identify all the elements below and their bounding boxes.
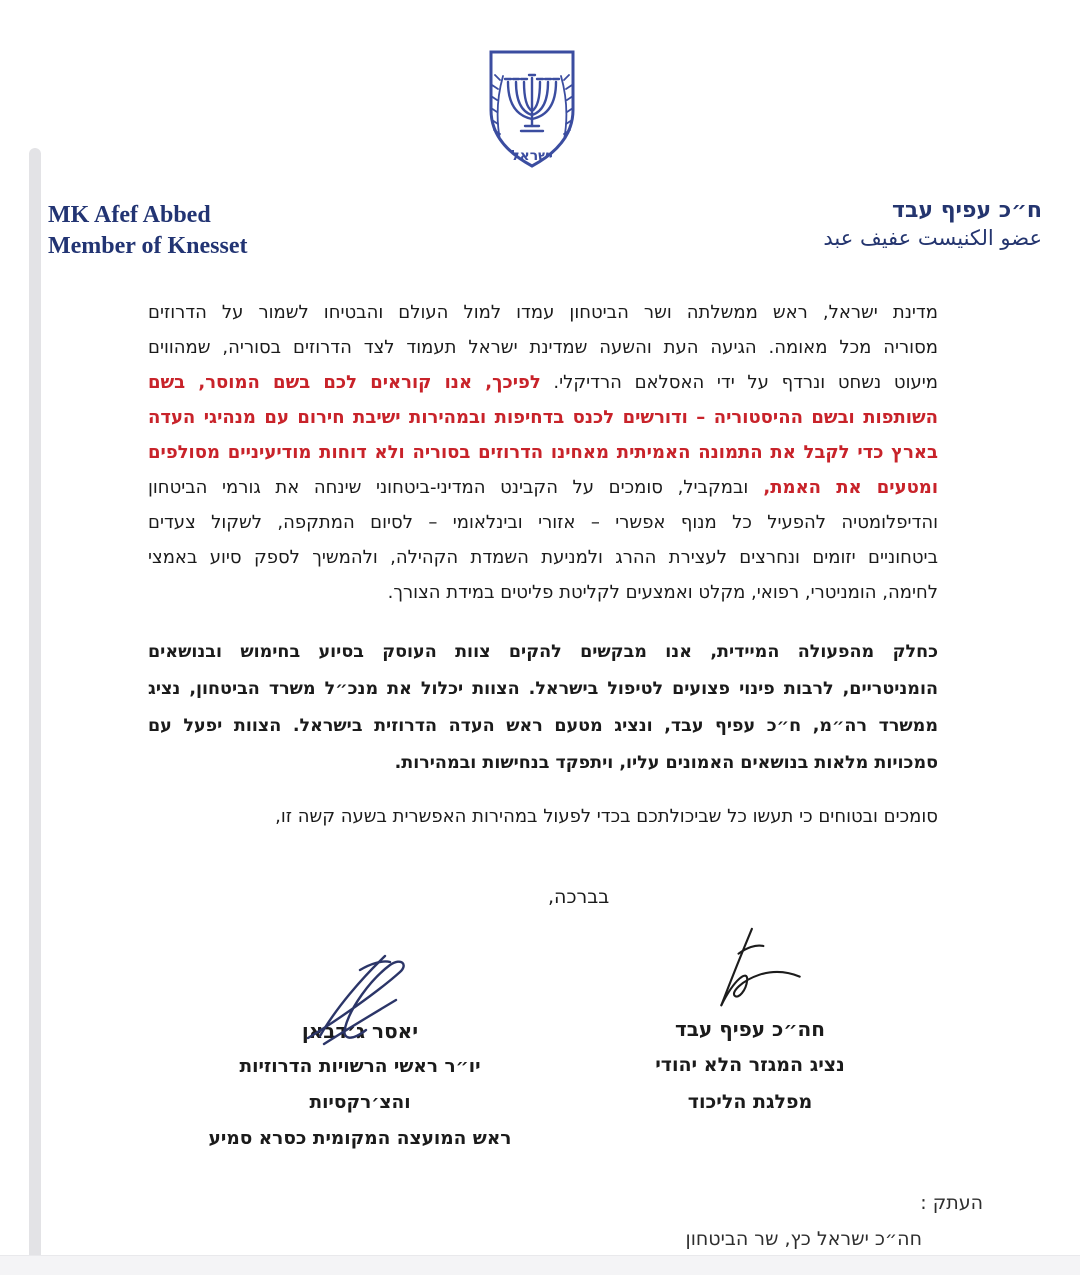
body-text: ובמקביל, סומכים על הקבינט המדיני-ביטחוני שינחה את גורמי הביטחון	[148, 477, 749, 498]
body-text-line	[148, 708, 938, 745]
mk-name-arabic: عضو الكنيست عفيف عبد	[823, 226, 1042, 250]
body-text-line	[148, 575, 938, 610]
signature-block-afef-abbed	[635, 925, 865, 1121]
signature-block-yasser-jadban	[195, 955, 525, 1157]
body-text: מסוריה מכל מאומה. הגיעה העת והשעה שמדינת ישראל תעמוד לצד הדרוזים בסוריה, שמהווים	[148, 337, 938, 358]
body-text-line	[148, 330, 938, 365]
body-text-line	[148, 295, 938, 330]
highlighted-red-text: לפיכך, אנו קוראים לכם בשם המוסר, בשם	[148, 372, 541, 393]
paragraph-situation	[148, 295, 938, 610]
body-text-line	[148, 365, 938, 400]
paragraph-request-team	[148, 634, 938, 782]
header-hebrew-arabic	[823, 198, 1042, 252]
mk-name-english: MK Afef Abbed	[48, 202, 211, 228]
page-bottom-edge	[0, 1255, 1080, 1275]
body-text: סמכויות מלאות בנושאים האמונים עליו, ויתפקד בנחישות ובמהירות.	[394, 753, 938, 773]
body-text-line	[148, 540, 938, 575]
body-text: הומניטריים, לרבות פינוי פצועים לטיפול בישראל. הצוות יכלול את מנכ״ל משרד הביטחון, נציג	[148, 679, 938, 699]
highlighted-red-text: ומטעים את האמת,	[748, 477, 938, 498]
mk-title-english: Member of Knesset	[48, 233, 248, 259]
signer-title1-left: יו״ר ראשי הרשויות הדרוזיות והצ׳רקסיות	[239, 1056, 481, 1113]
body-text-line	[148, 671, 938, 708]
signer-title1-right: נציג המגזר הלא יהודי	[655, 1054, 845, 1076]
scan-edge-strip	[29, 148, 41, 1255]
israel-state-emblem-icon	[485, 48, 579, 172]
copy-recipient: חה״כ ישראל כץ, שר הביטחון	[685, 1228, 922, 1250]
body-text: מדינת ישראל, ראש ממשלתה ושר הביטחון עמדו למול העולם והבטיחו לשמור על הדרוזים	[148, 302, 938, 323]
mk-name-hebrew: ח״כ עפיף עבד	[892, 198, 1042, 223]
body-text: והדיפלומטיה להפעיל כל מנוף אפשרי – אזורי ובינלאומי – לסיום המתקפה, לשקול צעדים	[148, 512, 938, 533]
highlighted-red-text: השותפות ובשם ההיסטוריה – ודורשים לכנס בדחיפות ובמהירות ישיבת חירום עם מנהיגי העדה	[148, 407, 938, 428]
signer-title2-right: מפלגת הליכוד	[687, 1091, 813, 1113]
paragraph-trust: סומכים ובטוחים כי תעשו כל שביכולתכם בכדי לפעול במהירות האפשרית בשעה קשה זו,	[275, 806, 938, 827]
body-text: לחימה, הומניטרי, רפואי, מקלט ואמצעים לקליטת פליטים במידת הצורך.	[387, 582, 938, 603]
closing-salutation: בברכה,	[548, 886, 610, 908]
signer-title2-left: ראש המועצה המקומית כסרא סמיע	[208, 1128, 512, 1149]
body-text-line	[148, 470, 938, 505]
body-text-line	[148, 745, 938, 782]
body-text: כחלק מהפעולה המיידית, אנו מבקשים להקים צוות העוסק בסיוע בחימוש ובנושאים	[148, 642, 938, 662]
signature-ink-afef-abbed	[635, 925, 865, 1011]
letter-body	[148, 295, 938, 832]
signer-name-left: יאסר ג׳דבאן	[301, 1019, 419, 1043]
body-text-line	[148, 400, 938, 435]
highlighted-red-text: בארץ כדי לקבל את התמונה האמיתית מאחינו הדרוזים בסוריה ולא דוחות מודיעיניים מסולפים	[148, 442, 938, 463]
body-text-line	[148, 634, 938, 671]
body-text: מיעוט נשחט ונרדף על ידי האסלאם הרדיקלי.	[540, 372, 938, 393]
signer-name-right: חה״כ עפיף עבד	[674, 1017, 826, 1041]
copy-label: העתק :	[920, 1192, 983, 1214]
body-text: ממשרד רה״מ, ח״כ עפיף עבד, ונציג מטעם ראש העדה הדרוזית בישראל. הצוות יפעל עם	[148, 716, 938, 736]
body-text-line	[148, 435, 938, 470]
emblem-caption: ישראל	[511, 148, 553, 164]
header-english	[48, 200, 248, 262]
body-text-line	[148, 505, 938, 540]
signature-ink-yasser-jadban	[290, 950, 440, 1054]
body-text: ביטחוניים יזומים ונחרצים לעצירת ההרג ולמניעת השמדת הקהילה, ולהמשיך לספק סיוע באמצי	[148, 547, 938, 568]
